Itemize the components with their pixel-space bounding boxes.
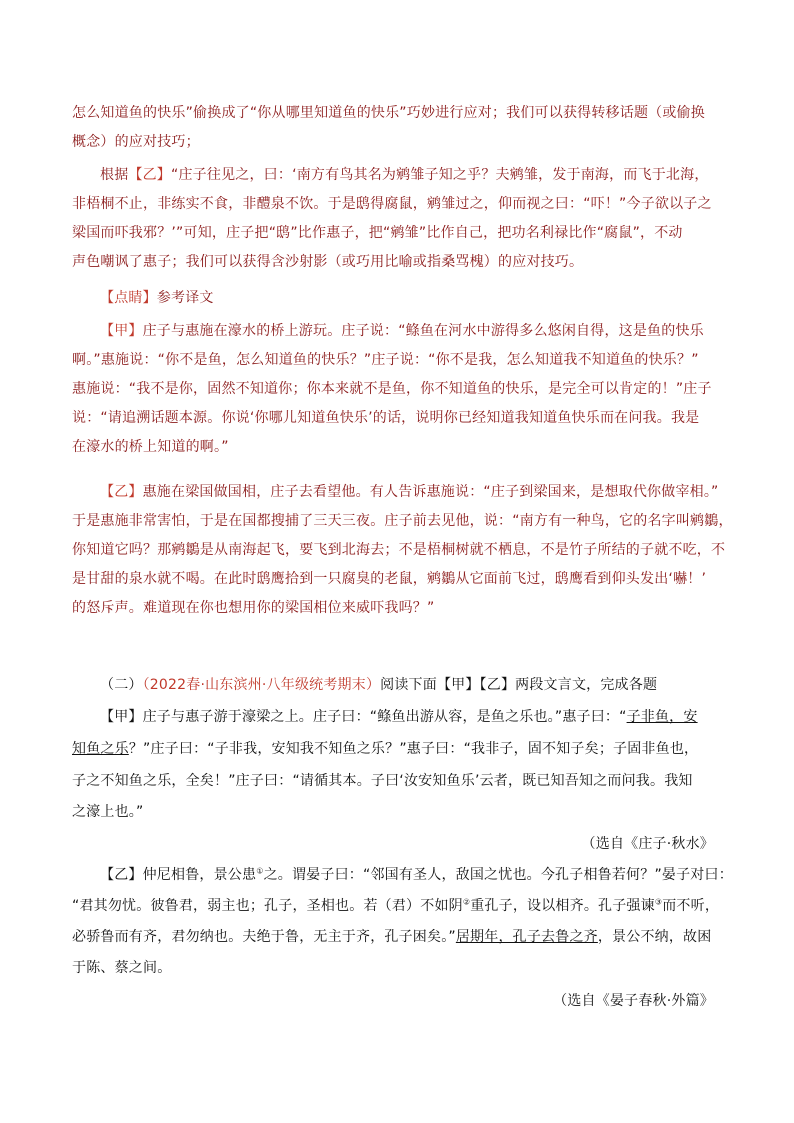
dianjing-heading: [100, 287, 722, 309]
text-jia-text-1a: 庄子与惠子游于濠梁之上。庄子曰：“鲦鱼出游从容，是鱼之乐也。”惠子曰：“: [142, 709, 627, 725]
text-yi-text-2b: 重孔子，设以相齐。孔子强谏: [470, 898, 655, 914]
dianjing-label: 参考译文: [156, 290, 214, 306]
text-yi-text-1a: 仲尼相鲁，景公患: [142, 867, 257, 883]
text-jia-line-4: 之濠上也。”: [72, 804, 144, 820]
analysis-line-1: 怎么知道鱼的快乐”偷换成了“你从哪里知道鱼的快乐”巧妙进行应对；我们可以获得转移话题（或偷换: [72, 105, 705, 121]
translation-jia-line-2: 啊。”惠施说：“你不是鱼，怎么知道鱼的快乐？”庄子说：“你不是我，怎么知道我不知道鱼的快乐？”: [72, 352, 699, 368]
text-jia-line-1: [100, 706, 722, 728]
translation-yi-line-1: [100, 481, 722, 503]
translation-jia-text-1: 庄子与惠施在濠水的桥上游玩。庄子说：“鲦鱼在河水中游得多么悠闲自得，这是鱼的快乐: [142, 323, 704, 339]
translation-jia-line-5: 在濠水的桥上知道的啊。”: [72, 439, 229, 455]
translation-yi-line-2: 于是惠施非常害怕，于是在国都搜捕了三天三夜。庄子前去见他，说：“南方有一种鸟，它的名字叫鹓鶵，: [72, 513, 733, 529]
yi-tag: 【乙】: [128, 167, 172, 183]
section-source-tag: （2022春·山东滨州·八年级统考期末）: [142, 677, 381, 693]
text-jia-source: （选自《庄子·秋水》: [581, 836, 714, 852]
dianjing-tag: 【点睛】: [100, 290, 157, 306]
analysis-quote-text: “庄子往见之，曰：‘南方有鸟其名为鹓雏子知之乎？夫鹓雏，发于南海，而飞于北海，: [171, 167, 709, 183]
text-jia-tag: 【甲】: [100, 709, 143, 725]
section-number: （二）: [100, 677, 143, 693]
text-jia-underline-1: 子非鱼，安: [626, 709, 698, 725]
translation-jia-line-4: 说：“请追溯话题本源。你说‘你哪儿知道鱼快乐’的话，说明你已经知道我知道鱼快乐而在问我。我是: [72, 410, 700, 426]
text-yi-text-3: 必骄鲁而有齐，君勿纳也。夫绝于鲁，无主于齐，孔子困矣。”: [72, 929, 456, 945]
translation-jia-line-1: [100, 320, 722, 342]
analysis-yi-line-3: 梁国而吓我邪？’”可知，庄子把“鸱”比作惠子，把“鹓雏”比作自己，把功名利禄比作“腐鼠”，不动: [72, 225, 683, 241]
text-yi-text-1b: 之。谓晏子曰：“邻国有圣人，敌国之忧也。今孔子相鲁若何？”晏子对曰：: [263, 867, 733, 883]
analysis-yi-line-1: [100, 164, 722, 186]
translation-jia-line-3: 惠施说：“我不是你，固然不知道你；你本来就不是鱼，你不知道鱼的快乐，是完全可以肯定的！”庄子: [72, 381, 712, 397]
text-yi-text-3b: ，景公不纳，故困: [597, 929, 712, 945]
translation-yi-line-5: 的怒斥声。难道现在你也想用你的梁国相位来威吓我吗？”: [72, 600, 435, 616]
text-yi-line-3: [72, 926, 722, 948]
text-yi-source: （选自《晏子春秋·外篇》: [553, 993, 714, 1009]
text-jia-text-2b: ？”庄子曰：“子非我，安知我不知鱼之乐？”惠子曰：“我非子，固不知子矣；子固非鱼也，: [128, 741, 699, 757]
analysis-yi-line-2: 非梧桐不止，非练实不食，非醴泉不饮。于是鸱得腐鼠，鹓雏过之，仰而视之曰：“吓！”今子欲以子之: [72, 196, 712, 212]
footnote-2-marker: ②: [462, 897, 471, 907]
text-yi-tag: 【乙】: [100, 867, 143, 883]
text-jia-line-2: [72, 738, 722, 760]
text-jia-line-3: 子之不知鱼之乐，全矣！”庄子曰：“请循其本。子曰‘汝安知鱼乐’云者，既已知吾知之而问我。我知: [72, 773, 693, 789]
text-yi-line-2: [72, 895, 722, 917]
text-yi-text-2a: “君其勿忧。彼鲁君，弱主也；孔子，圣相也。若（君）不如阴: [72, 898, 463, 914]
text-yi-text-2c: 而不听，: [662, 898, 720, 914]
translation-yi-text-1: 惠施在梁国做国相，庄子去看望他。有人告诉惠施说：“庄子到梁国来，是想取代你做宰相。”: [142, 484, 719, 500]
translation-yi-tag: 【乙】: [100, 484, 143, 500]
text-jia-underline-2: 知鱼之乐: [72, 741, 129, 757]
analysis-yi-line-4: 声色嘲讽了惠子；我们可以获得含沙射影（或巧用比喻或指桑骂槐）的应对技巧。: [72, 254, 584, 270]
translation-yi-line-3: 你知道它吗？那鹓鶵是从南海起飞，要飞到北海去；不是梧桐树就不栖息，不是竹子所结的子就不吃，不: [72, 542, 726, 558]
text-yi-line-1: [100, 864, 733, 886]
translation-jia-tag: 【甲】: [100, 323, 143, 339]
analysis-lead-text: 根据: [100, 167, 129, 183]
text-yi-underline: 居期年，孔子去鲁之齐: [455, 929, 598, 945]
footnote-3-marker: ③: [654, 897, 663, 907]
section-2-heading: [100, 674, 722, 696]
translation-yi-line-4: 是甘甜的泉水就不喝。在此时鸱鹰拾到一只腐臭的老鼠，鹓鶵从它面前飞过，鸱鹰看到仰头发出‘嚇！’: [72, 571, 707, 587]
text-yi-line-4: 于陈、蔡之间。: [72, 960, 172, 976]
analysis-line-2: 概念）的应对技巧；: [72, 134, 200, 150]
footnote-1-marker: ①: [256, 866, 264, 876]
section-instruction: 阅读下面【甲】【乙】两段文言文，完成各题: [380, 677, 658, 693]
